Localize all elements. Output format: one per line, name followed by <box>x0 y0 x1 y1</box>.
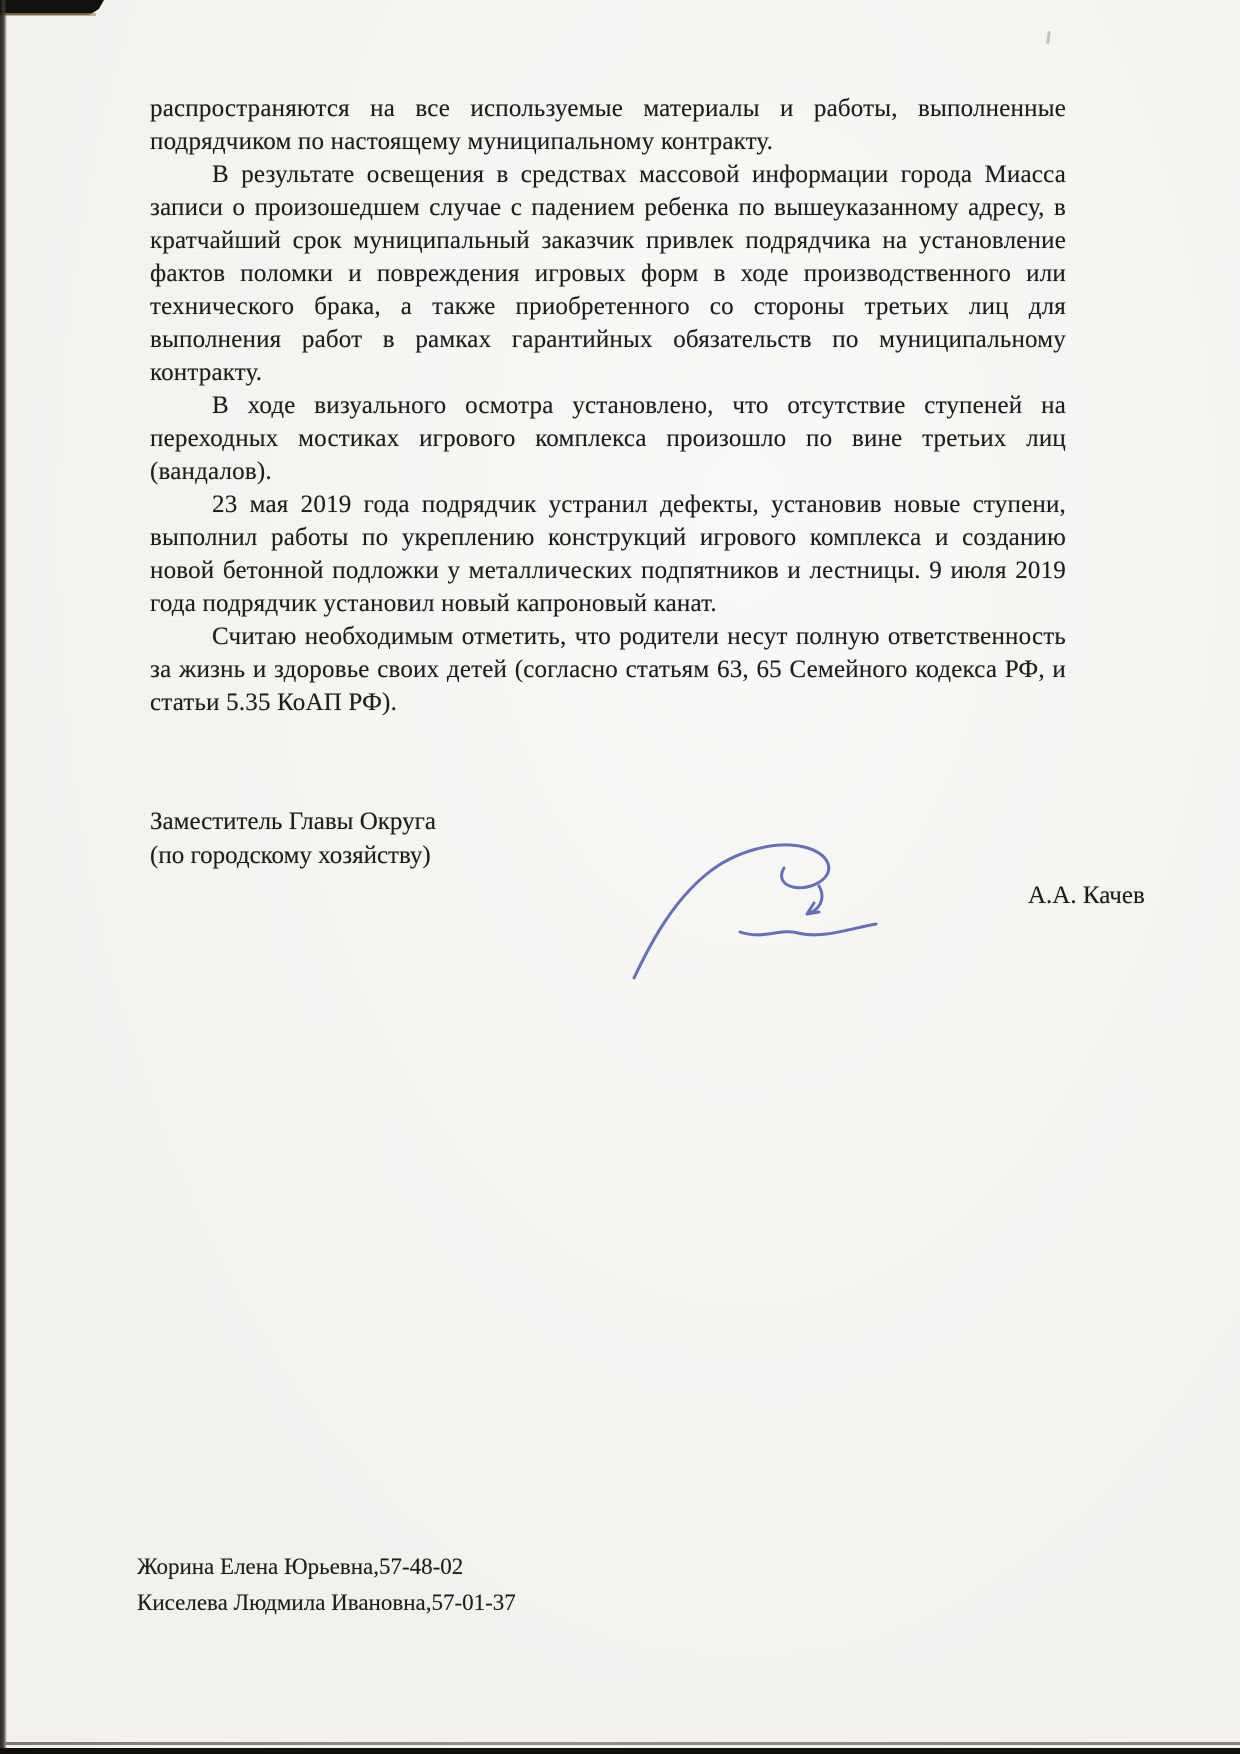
handwritten-signature <box>612 836 902 986</box>
contact-line: Киселева Людмила Ивановна,57-01-37 <box>137 1590 516 1615</box>
footer-contacts <box>137 1549 516 1621</box>
document-page <box>150 92 1066 873</box>
scan-artifact-left-strip <box>0 0 7 1754</box>
scan-artifact-bottom-band <box>0 1748 1240 1754</box>
body-paragraph: Считаю необходимым отметить, что родители несут полную ответственность за жизнь и здоровье своих детей (согласно статьям 63, 65 Семейного кодекса РФ, и статьи 5.35 КоАП РФ). <box>150 623 1066 716</box>
signer-position-line-2: (по городскому хозяйству) <box>150 842 431 869</box>
scan-artifact-bottom-line <box>5 1742 1240 1745</box>
signature-block <box>150 805 1066 873</box>
contact-line: Жорина Елена Юрьевна,57-48-02 <box>137 1554 464 1579</box>
scan-artifact-top-tan-line <box>0 13 96 16</box>
signature-strokes <box>634 845 876 978</box>
scan-artifact-fleck <box>1046 31 1051 44</box>
signer-name: А.А. Качев <box>1028 882 1145 909</box>
body-paragraph: распространяются на все используемые материалы и работы, выполненные подрядчиком по настоящему муниципальному контракту. <box>150 95 1066 155</box>
signer-position-line-1: Заместитель Главы Округа <box>150 808 436 835</box>
body-paragraph: 23 мая 2019 года подрядчик устранил дефекты, установив новые ступени, выполнил работы по укреплению конструкций игрового комплекса и созданию новой бетонной подложки у металлических подпятников и лестницы. 9 июля 2019 года подрядчик установил новый капроновый канат. <box>150 491 1066 617</box>
body-paragraph: В результате освещения в средствах массовой информации города Миасса записи о произошедшем случае с падением ребенка по вышеуказанному адресу, в кратчайший срок муниципальный заказчик привлек подрядчика на установление фактов поломки и повреждения игровых форм в ходе производственного или технического брака, а также приобретенного со стороны третьих лиц для выполнения работ в рамках гарантийных обязательств по муниципальному контракту. <box>150 161 1066 386</box>
body-paragraph: В ходе визуального осмотра установлено, что отсутствие ступеней на переходных мостиках игрового комплекса произошло по вине третьих лиц (вандалов). <box>150 392 1066 485</box>
